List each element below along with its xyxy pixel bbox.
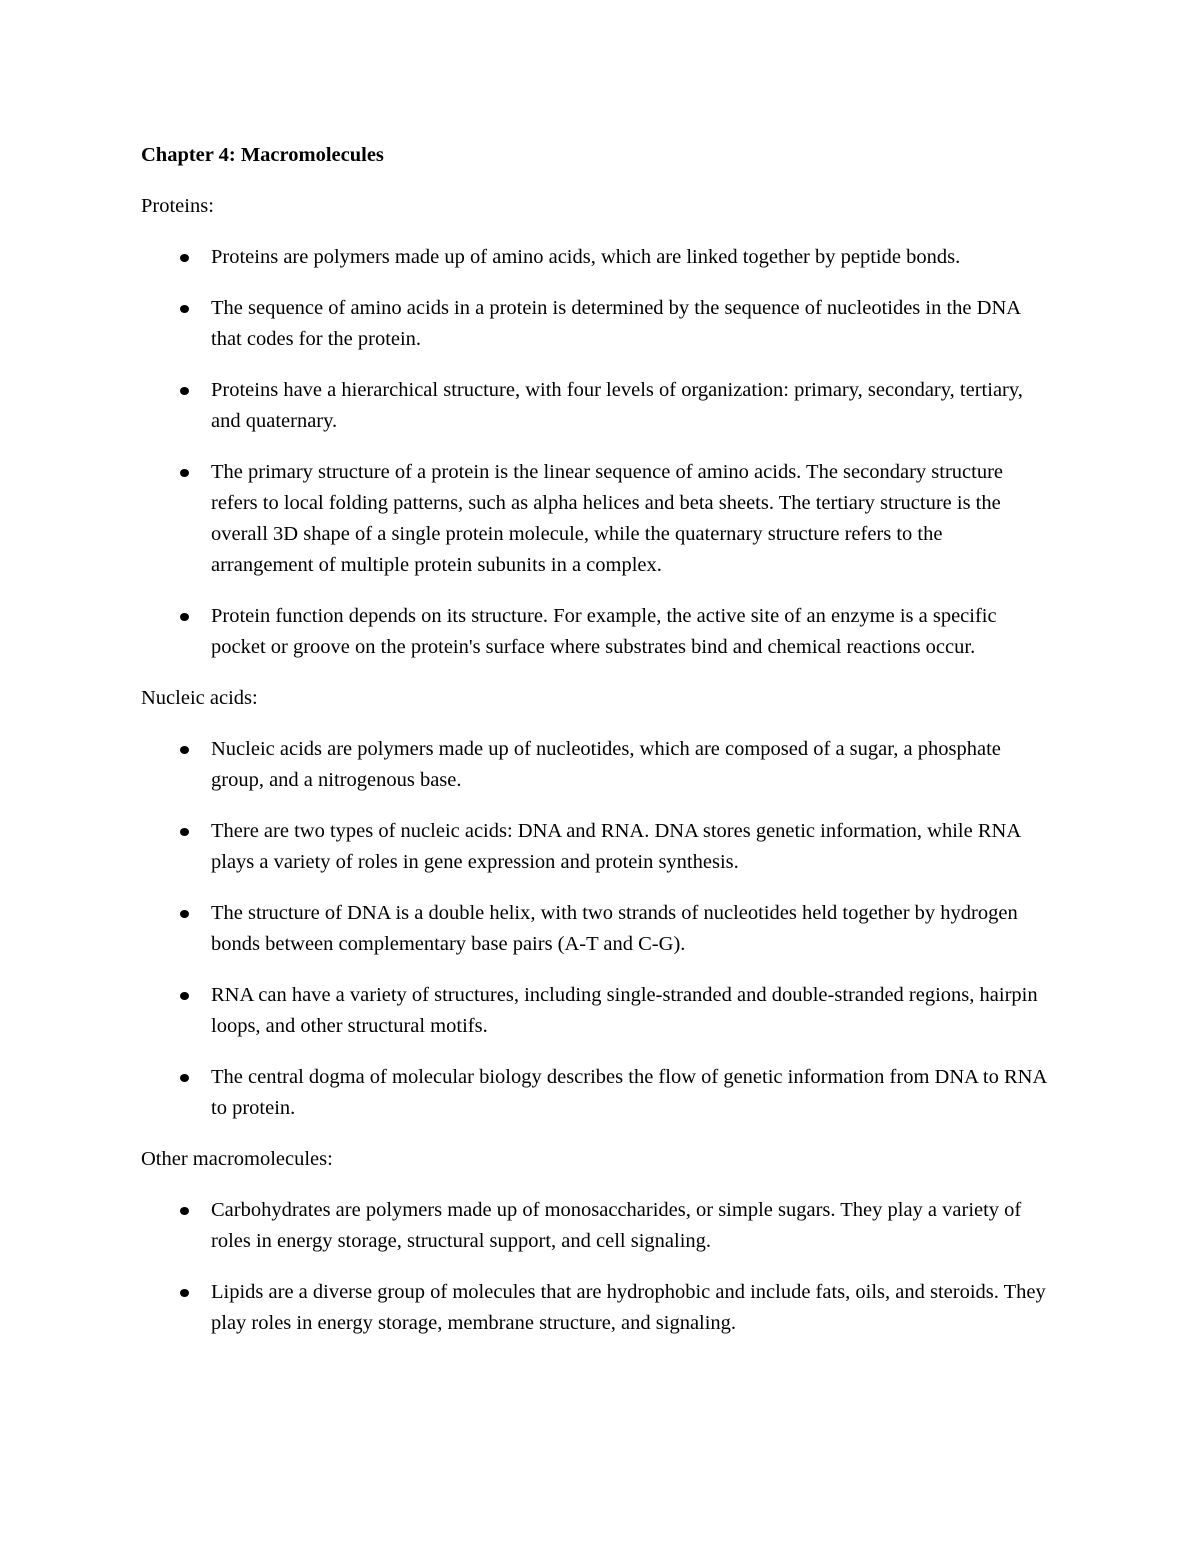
list-item	[211, 242, 1060, 273]
bullet-dot-icon	[180, 387, 189, 395]
bullet-dot-icon	[180, 469, 189, 477]
bullet-list-proteins	[141, 242, 1060, 663]
list-item	[211, 457, 1060, 581]
list-item-text: The primary structure of a protein is the linear sequence of amino acids. The secondary structure refers to local folding patterns, such as alpha helices and beta sheets. The tertiary structure is the overall 3D shape of a single protein molecule, while the quaternary structure refers to the arrangement of multiple protein subunits in a complex.	[211, 461, 1003, 576]
section-heading-proteins: Proteins:	[141, 195, 214, 217]
bullet-list-nucleic-acids	[141, 734, 1060, 1124]
section-proteins	[141, 191, 1060, 663]
page-title: Chapter 4: Macromolecules	[141, 144, 384, 166]
list-item	[211, 734, 1060, 796]
list-item-text: The sequence of amino acids in a protein is determined by the sequence of nucleotides in the DNA that codes for the protein.	[211, 297, 1020, 350]
section-nucleic-acids	[141, 683, 1060, 1124]
bullet-dot-icon	[180, 254, 189, 262]
list-item	[211, 375, 1060, 437]
list-item	[211, 293, 1060, 355]
list-item-text: Nucleic acids are polymers made up of nucleotides, which are composed of a sugar, a phosphate group, and a nitrogenous base.	[211, 738, 1001, 791]
bullet-dot-icon	[180, 1289, 189, 1297]
list-item	[211, 1195, 1060, 1257]
list-item-text: Carbohydrates are polymers made up of monosaccharides, or simple sugars. They play a variety of roles in energy storage, structural support, and cell signaling.	[211, 1199, 1022, 1252]
list-item-text: Proteins have a hierarchical structure, with four levels of organization: primary, secondary, tertiary, and quaternary.	[211, 379, 1023, 432]
bullet-dot-icon	[180, 305, 189, 313]
list-item	[211, 1277, 1060, 1339]
list-item	[211, 980, 1060, 1042]
list-item	[211, 898, 1060, 960]
bullet-dot-icon	[180, 746, 189, 754]
section-other-macromolecules	[141, 1144, 1060, 1339]
list-item	[211, 1062, 1060, 1124]
list-item-text: Lipids are a diverse group of molecules that are hydrophobic and include fats, oils, and steroids. They play roles in energy storage, membrane structure, and signaling.	[211, 1281, 1046, 1334]
list-item	[211, 601, 1060, 663]
list-item-text: RNA can have a variety of structures, including single-stranded and double-stranded regions, hairpin loops, and other structural motifs.	[211, 984, 1038, 1037]
list-item-text: Protein function depends on its structure. For example, the active site of an enzyme is a specific pocket or groove on the protein's surface where substrates bind and chemical reactions occur.	[211, 605, 997, 658]
list-item-text: The structure of DNA is a double helix, with two strands of nucleotides held together by hydrogen bonds between complementary base pairs (A-T and C-G).	[211, 902, 1018, 955]
section-heading-other-macromolecules: Other macromolecules:	[141, 1148, 333, 1170]
list-item	[211, 816, 1060, 878]
list-item-text: Proteins are polymers made up of amino acids, which are linked together by peptide bonds.	[211, 246, 961, 268]
bullet-dot-icon	[180, 1207, 189, 1215]
bullet-list-other-macromolecules	[141, 1195, 1060, 1339]
list-item-text: There are two types of nucleic acids: DNA and RNA. DNA stores genetic information, while RNA plays a variety of roles in gene expression and protein synthesis.	[211, 820, 1020, 873]
bullet-dot-icon	[180, 910, 189, 918]
bullet-dot-icon	[180, 613, 189, 621]
bullet-dot-icon	[180, 1074, 189, 1082]
list-item-text: The central dogma of molecular biology describes the flow of genetic information from DNA to RNA to protein.	[211, 1066, 1047, 1119]
bullet-dot-icon	[180, 992, 189, 1000]
section-heading-nucleic-acids: Nucleic acids:	[141, 687, 258, 709]
bullet-dot-icon	[180, 828, 189, 836]
